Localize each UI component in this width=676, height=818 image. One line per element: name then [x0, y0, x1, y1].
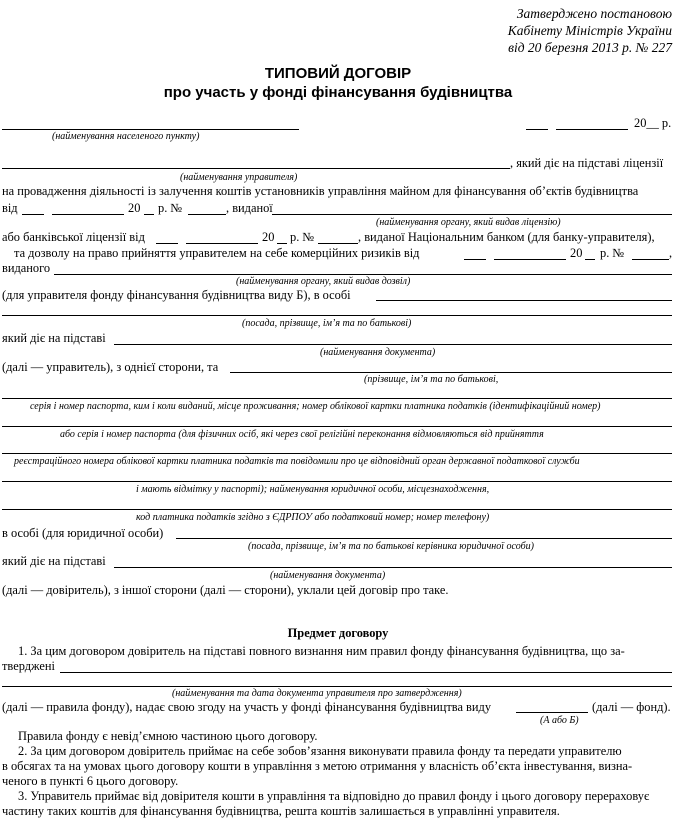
manager-suffix: , який діє на підставі ліцензії [510, 156, 664, 170]
p1-line-2: тверджені [2, 659, 55, 673]
approval-line-2: Кабінету Міністрів України [507, 23, 672, 38]
permit-day-blank [464, 259, 486, 260]
passport-caption: серія і номер паспорта, ким і коли виданий, місце проживання; номер облікової картки платника податків (ідентифікаційний номер) [30, 401, 601, 412]
bank-number-blank [318, 243, 358, 244]
principal-blank [230, 372, 672, 373]
p2-line-2: в обсягах та на умовах цього договору кошти в управління з метою отримання у власність об’єкта інвестування, визна- [2, 759, 633, 773]
page-subtitle: про участь у фонді фінансування будівництва [163, 84, 513, 101]
permit-month-blank [494, 259, 566, 260]
permit-comma: , [669, 246, 673, 260]
permit-number-blank [632, 259, 669, 260]
license-number-label: р. № [158, 201, 183, 215]
acting-line: який діє на підставі [2, 331, 106, 345]
fund-type-blank [516, 712, 588, 713]
license-number-blank [188, 214, 226, 215]
head-blank [176, 538, 672, 539]
manager-blank [2, 168, 510, 169]
document-blank-2 [114, 567, 672, 568]
approval-doc-blank-2 [2, 686, 672, 687]
license-issued: , виданої [226, 201, 273, 215]
legal-person-line: в особі (для юридичної особи) [2, 526, 164, 540]
license-org-blank [272, 214, 672, 215]
person-caption: (посада, прізвище, ім’я та по батькові) [242, 318, 412, 329]
bank-year-blank [277, 243, 287, 244]
registration-blank [2, 453, 672, 454]
type-b-line: (для управителя фонду фінансування будівництва виду Б), в особі [2, 288, 351, 302]
month-blank [556, 129, 628, 130]
approval-line-1: Затверджено постановою [516, 6, 672, 21]
p1-line-1: 1. За цим договором довіритель на підставі повного визнання ним правил фонду фінансування будівництва, що за- [18, 644, 625, 658]
acting-line-2: який діє на підставі [2, 554, 106, 568]
activity-line: на провадження діяльності із залучення коштів установників управління майном для фінансування об’єктів будівництва [2, 184, 639, 198]
bank-license-label: або банківської ліцензії від [2, 230, 145, 244]
religion-caption: або серія і номер паспорта (для фізичних осіб, які через свої релігійні переконання відмовляються від прийняття [60, 429, 544, 440]
mark-caption: і мають відмітку у паспорті); найменування юридичної особи, місцезнаходження, [136, 484, 490, 495]
approval-doc-blank-1 [60, 672, 672, 673]
pib-caption: (прізвище, ім’я та по батькові, [364, 374, 499, 385]
registration-caption: реєстраційного номера облікової картки платника податків та повідомили про це відповідний орган державної податкової служби [14, 456, 580, 467]
p1-line-3b: (далі — фонд). [592, 700, 671, 714]
p3-line-2: частину таких коштів для фінансування будівництва, решта коштів залишається в управлінні управителя. [2, 804, 560, 818]
person-blank-2 [2, 315, 672, 316]
license-from: від [2, 201, 18, 215]
permit-org-blank [54, 274, 672, 275]
edrpou-blank [2, 509, 672, 510]
permit-year: 20 [570, 246, 583, 260]
head-caption: (посада, прізвище, ім’я та по батькові керівника юридичної особи) [248, 541, 534, 552]
closing-line: (далі — довіритель), з іншої сторони (далі — сторони), уклали цей договір про таке. [2, 583, 449, 597]
p3-line-1: 3. Управитель приймає від довірителя кошти в управління та відповідно до правил фонду і цього договору перераховує [18, 789, 650, 803]
document-caption: (найменування документа) [320, 347, 436, 358]
permit-number-label: р. № [600, 246, 625, 260]
document-blank [114, 344, 672, 345]
fund-type-caption: (А або Б) [540, 715, 579, 726]
permit-label: та дозволу на право прийняття управителем на себе комерційних ризиків від [14, 246, 420, 260]
license-month-blank [52, 214, 124, 215]
p1-caption: (найменування та дата документа управителя про затвердження) [172, 688, 462, 699]
document-caption-2: (найменування документа) [270, 570, 386, 581]
p2-line-3: ченого в пункті 6 цього договору. [2, 774, 179, 788]
permit-year-blank [585, 259, 595, 260]
passport-blank [2, 398, 672, 399]
mark-blank [2, 481, 672, 482]
approval-line-3: від 20 березня 2013 р. № 227 [508, 40, 672, 55]
edrpou-caption: код платника податків згідно з ЄДРПОУ або податковий номер; номер телефону) [136, 512, 490, 523]
day-blank [526, 129, 548, 130]
page-title: ТИПОВИЙ ДОГОВІР [264, 65, 412, 82]
license-year: 20 [128, 201, 141, 215]
permit-issued: виданого [2, 261, 51, 275]
license-org-caption: (найменування органу, який видав ліцензію) [376, 217, 561, 228]
religion-blank [2, 426, 672, 427]
date-year-suffix: 20__ р. [634, 116, 672, 130]
person-blank-1 [376, 300, 672, 301]
place-caption: (найменування населеного пункту) [52, 131, 200, 142]
bank-issued: , виданої Національним банком (для банку-управителя), [358, 230, 655, 244]
license-year-blank [144, 214, 154, 215]
bank-year: 20 [262, 230, 275, 244]
bank-month-blank [186, 243, 258, 244]
license-day-blank [22, 214, 44, 215]
manager-caption: (найменування управителя) [180, 172, 298, 183]
bank-number-label: р. № [290, 230, 315, 244]
place-blank [2, 129, 299, 130]
bank-day-blank [156, 243, 178, 244]
hereinafter-manager: (далі — управитель), з однієї сторони, та [2, 360, 219, 374]
section-heading: Предмет договору [287, 626, 389, 640]
p1-line-3a: (далі — правила фонду), надає свою згоду на участь у фонді фінансування будівництва виду [2, 700, 492, 714]
p2-line-1: 2. За цим договором довіритель приймає на себе зобов’язання виконувати правила фонду та передати управителю [18, 744, 622, 758]
permit-org-caption: (найменування органу, який видав дозвіл) [236, 276, 411, 287]
p1-line-4: Правила фонду є невід’ємною частиною цього договору. [18, 729, 318, 743]
